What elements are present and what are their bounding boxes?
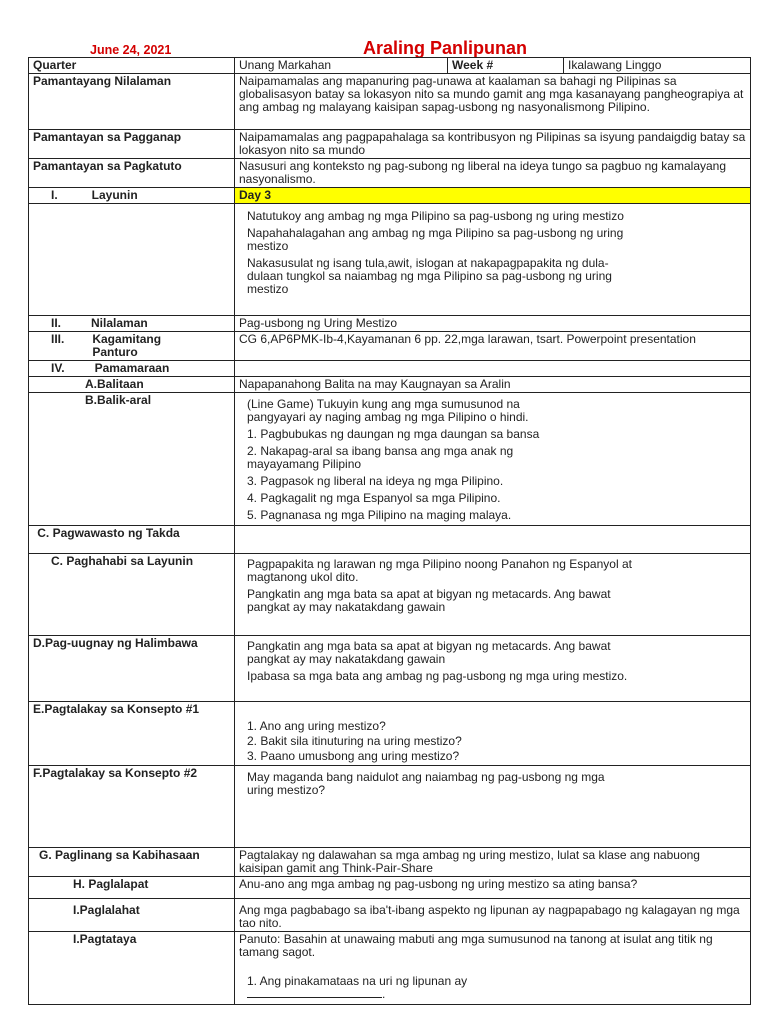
layunin-label: Layunin	[91, 188, 138, 202]
nilalaman2-heading	[29, 316, 235, 332]
pagganap-text: Naipamamalas ang pagpapahalaga sa kontribusyon ng Pilipinas sa isyung pandaigdig batay sa lokasyon nito sa mundo	[235, 130, 751, 159]
pagtataya-content	[235, 932, 751, 1005]
lesson-plan-table	[28, 57, 751, 1005]
kagamitan-text: CG 6,AP6PMK-Ib-4,Kayamanan 6 pp. 22,mga larawan, tsart. Powerpoint presentation	[235, 332, 751, 361]
list-item: 3. Paano umusbong ang uring mestizo?	[247, 749, 460, 763]
paghahabi-content	[235, 554, 751, 636]
list-item: 2. Bakit sila itinuturing na uring mestizo?	[247, 734, 462, 748]
pagkatuto-text: Nasusuri ang konteksto ng pag-subong ng liberal na ideya tungo sa pagbuo ng kamalayang nasyonalismo.	[235, 159, 751, 188]
table-row	[29, 899, 751, 932]
pagtataya-instructions: Panuto: Basahin at unawaing mabuti ang mga sumusunod na tanong at isulat ang titik ng tamang sagot.	[239, 932, 713, 959]
quarter-label: Quarter	[29, 58, 235, 74]
konsepto1-label: E.Pagtalakay sa Konsepto #1	[29, 702, 235, 766]
table-row	[29, 702, 751, 766]
table-row	[29, 554, 751, 636]
list-item: 2. Nakapag-aral sa ibang bansa ang mga anak ng mayayamang Pilipino	[247, 444, 514, 471]
table-row	[29, 636, 751, 702]
balikaral-content	[235, 393, 751, 526]
table-row	[29, 377, 751, 393]
list-item: 4. Pagkagalit ng mga Espanyol sa mga Pilipino.	[247, 491, 501, 505]
balikaral-intro: (Line Game) Tukuyin kung ang mga sumusunod na pangyayari ay naging ambag ng mga Pilipino o hindi.	[247, 397, 529, 424]
pamamaraan-label: Pamamaraan	[94, 361, 170, 375]
paghahabi-item: Pangkatin ang mga bata sa apat at bigyan ng metacards. Ang bawat pangkat ay may nakatakdang gawain	[247, 587, 611, 614]
quarter-value: Unang Markahan	[235, 58, 448, 74]
paghahabi-label: C. Paghahabi sa Layunin	[29, 554, 235, 636]
pagwawasto-label: C. Pagwawasto ng Takda	[29, 526, 235, 554]
paglalahat-text: Ang mga pagbabago sa iba't-ibang aspekto ng lipunan ay nagpapabago ng kalagayan ng mga tao nito.	[235, 899, 751, 932]
paglalapat-text: Anu-ano ang mga ambag ng pag-usbong ng uring mestizo sa ating bansa?	[235, 877, 751, 899]
table-row	[29, 393, 751, 526]
paglalapat-label: H. Paglalapat	[29, 877, 235, 899]
week-label: Week #	[448, 58, 564, 74]
table-row	[29, 766, 751, 848]
subject-title: Araling Panlipunan	[363, 38, 528, 58]
pagkatuto-label: Pamantayan sa Pagkatuto	[29, 159, 235, 188]
paguugnay-content	[235, 636, 751, 702]
table-row	[29, 204, 751, 316]
nilalaman2-text: Pag-usbong ng Uring Mestizo	[235, 316, 751, 332]
table-row	[29, 332, 751, 361]
kagamitan-heading	[29, 332, 235, 361]
konsepto2-label: F.Pagtalakay sa Konsepto #2	[29, 766, 235, 848]
pagtataya-question	[239, 975, 746, 1001]
table-row	[29, 58, 751, 74]
lesson-date: June 24, 2021	[90, 43, 172, 57]
table-row	[29, 932, 751, 1005]
nilalaman2-num: II.	[51, 316, 62, 330]
list-item: 5. Pagnanasa ng mga Pilipino na maging malaya.	[247, 508, 512, 522]
layunin-heading	[29, 188, 235, 204]
kagamitan-num: III.	[51, 332, 65, 346]
week-value: Ikalawang Linggo	[564, 58, 751, 74]
layunin-num: I.	[51, 188, 58, 202]
table-row	[29, 159, 751, 188]
list-item: 3. Pagpasok ng liberal na ideya ng mga Pilipino.	[247, 474, 504, 488]
layunin-items	[235, 204, 751, 316]
layunin-item: Nakasusulat ng isang tula,awit, islogan at nakapagpapakita ng dula-dulaan tungkol sa naiambag ng mga Pilipino sa pag-usbong ng uring mestizo	[247, 256, 612, 296]
pagganap-label: Pamantayan sa Pagganap	[29, 130, 235, 159]
table-row	[29, 877, 751, 899]
paglinang-text: Pagtalakay ng dalawahan sa mga ambag ng uring mestizo, lulat sa klase ang nabuong kaisipan gamit ang Think-Pair-Share	[235, 848, 751, 877]
paglinang-label: G. Paglinang sa Kabihasaan	[29, 848, 235, 877]
layunin-item: Natutukoy ang ambag ng mga Pilipino sa pag-usbong ng uring mestizo	[247, 209, 624, 223]
list-item: 1. Ano ang uring mestizo?	[247, 719, 386, 733]
list-item: 1. Pagbubukas ng daungan ng mga daungan sa bansa	[247, 427, 540, 441]
paglalahat-label: I.Paglalahat	[29, 899, 235, 932]
pamamaraan-num: IV.	[51, 361, 65, 375]
paguugnay-item: Pangkatin ang mga bata sa apat at bigyan ng metacards. Ang bawat pangkat ay may nakatakdang gawain	[247, 639, 611, 666]
nilalaman-label: Pamantayang Nilalaman	[29, 74, 235, 130]
question-end: .	[382, 987, 386, 1001]
table-row	[29, 848, 751, 877]
konsepto1-content	[235, 702, 751, 766]
nilalaman-text: Naipamamalas ang mapanuring pag-unawa at kaalaman sa bahagi ng Pilipinas sa globalisasyon batay sa lokasyon nito sa mundo gamit ang mga kasanayang pangheograpiya at ang ambag ng malayang kaisipan sapag-usbong ng nasyonalismong Pilipino.	[235, 74, 751, 130]
balitaan-text: Napapanahong Balita na may Kaugnayan sa Aralin	[235, 377, 751, 393]
pagtataya-label: I.Pagtataya	[29, 932, 235, 1005]
balikaral-label: B.Balik-aral	[29, 393, 235, 526]
pamamaraan-heading	[29, 361, 235, 377]
nilalaman2-label: Nilalaman	[91, 316, 148, 330]
table-row	[29, 188, 751, 204]
answer-blank	[247, 997, 382, 998]
question-text: 1. Ang pinakamataas na uri ng lipunan ay	[247, 974, 468, 988]
kagamitan-label: Kagamitang Panturo	[92, 332, 162, 359]
paguugnay-label: D.Pag-uugnay ng Halimbawa	[29, 636, 235, 702]
balitaan-label: A.Balitaan	[29, 377, 235, 393]
day-label: Day 3	[235, 188, 751, 204]
paghahabi-item: Pagpapakita ng larawan ng mga Pilipino noong Panahon ng Espanyol at magtanong ukol dito.	[247, 557, 632, 584]
konsepto2-text: May maganda bang naidulot ang naiambag ng pag-usbong ng mga uring mestizo?	[235, 766, 751, 848]
table-row	[29, 74, 751, 130]
paguugnay-item: Ipabasa sa mga bata ang ambag ng pag-usbong ng mga uring mestizo.	[247, 669, 628, 683]
layunin-item: Napahahalagahan ang ambag ng mga Pilipino sa pag-usbong ng uring mestizo	[247, 226, 624, 253]
table-row	[29, 526, 751, 554]
table-row	[29, 361, 751, 377]
table-row	[29, 130, 751, 159]
table-row	[29, 316, 751, 332]
